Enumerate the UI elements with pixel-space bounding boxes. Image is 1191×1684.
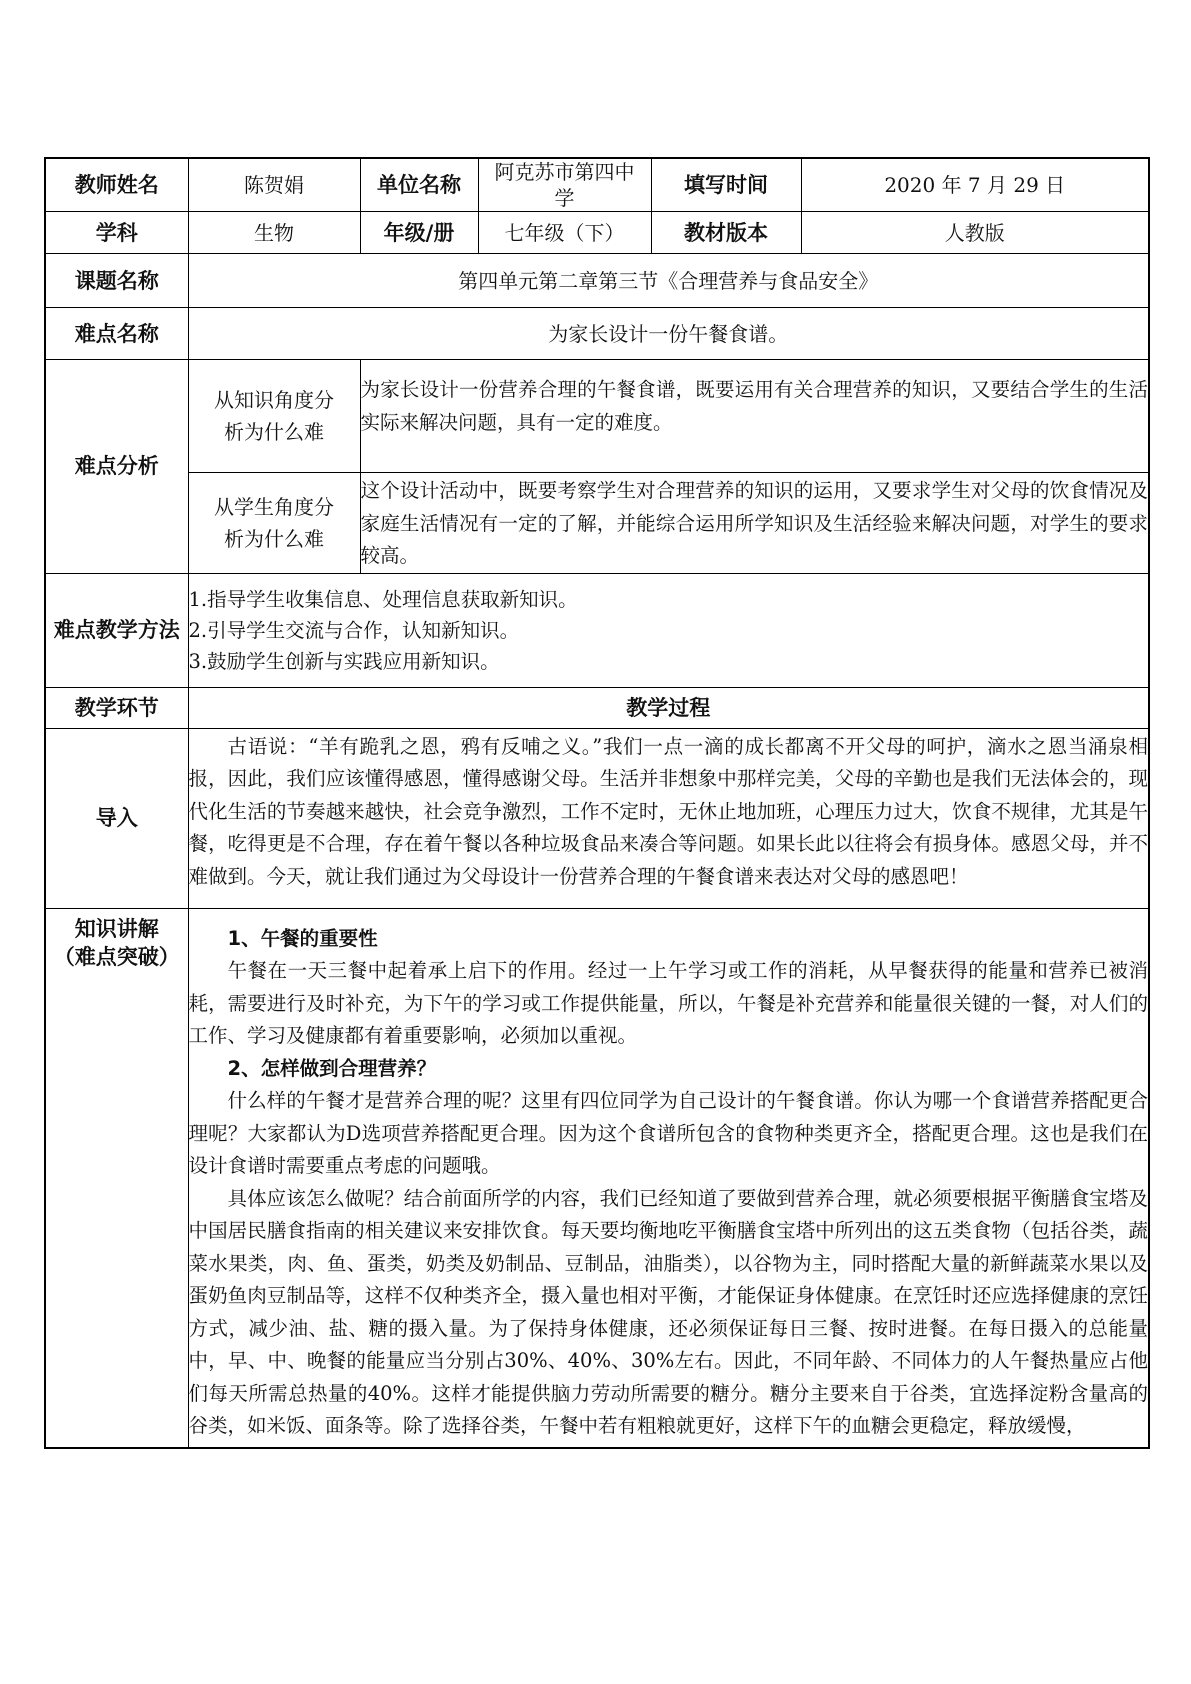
student-angle-text bbox=[360, 473, 1149, 574]
grade-label: 年级/册 bbox=[360, 212, 478, 254]
difficulty-label: 难点名称 bbox=[45, 308, 188, 360]
process-header-row bbox=[45, 687, 1149, 728]
paragraph: 午餐在一天三餐中起着承上启下的作用。经过一上午学习或工作的消耗，从早餐获得的能量和营养已被消耗，需要进行及时补充，为下午的学习或工作提供能量，所以，午餐是补充营养和能量很关键的一餐，对人们的工作、学习及健康都有着重要影响，必须加以重视。 bbox=[188, 959, 1148, 1047]
teacher-name: 陈贺娟 bbox=[188, 158, 360, 212]
unit-label: 单位名称 bbox=[360, 158, 478, 212]
knowledge-label bbox=[45, 908, 188, 1448]
intro-label: 导入 bbox=[45, 728, 188, 908]
difficulty-row bbox=[45, 308, 1149, 360]
date-label: 填写时间 bbox=[651, 158, 801, 212]
topic-row bbox=[45, 254, 1149, 308]
unit-name: 阿克苏市第四中学 bbox=[478, 158, 651, 212]
knowledge-angle-label: 从知识角度分析为什么难 bbox=[188, 360, 360, 473]
difficulty-value: 为家长设计一份午餐食谱。 bbox=[188, 308, 1149, 360]
knowledge-angle-text bbox=[360, 360, 1149, 473]
student-angle-paragraph: 这个设计活动中，既要考察学生对合理营养的知识的运用，又要求学生对父母的饮食情况及家庭生活情况有一定的了解，并能综合运用所学知识及生活经验来解决问题，对学生的要求较高。 bbox=[360, 479, 1148, 567]
teacher-label: 教师姓名 bbox=[45, 158, 188, 212]
knowledge-row bbox=[45, 908, 1149, 1448]
grade-value: 七年级（下） bbox=[478, 212, 651, 254]
intro-content bbox=[188, 728, 1149, 908]
section-heading: 2、怎样做到合理营养？ bbox=[227, 1056, 437, 1080]
methods-list bbox=[188, 573, 1149, 687]
section-heading: 1、午餐的重要性 bbox=[227, 926, 378, 950]
analysis-knowledge-row bbox=[45, 360, 1149, 473]
method-item: 2.引导学生交流与合作，认知新知识。 bbox=[188, 618, 520, 642]
subject-value: 生物 bbox=[188, 212, 360, 254]
header-row bbox=[45, 158, 1149, 212]
knowledge-label-line2: （难点突破） bbox=[53, 944, 180, 969]
methods-row bbox=[45, 573, 1149, 687]
intro-row bbox=[45, 728, 1149, 908]
date-value: 2020 年 7 月 29 日 bbox=[801, 158, 1149, 212]
edition-label: 教材版本 bbox=[651, 212, 801, 254]
stage-header: 教学环节 bbox=[45, 687, 188, 728]
knowledge-angle-paragraph: 为家长设计一份营养合理的午餐食谱，既要运用有关合理营养的知识，又要结合学生的生活实际来解决问题，具有一定的难度。 bbox=[360, 378, 1148, 434]
edition-value: 人教版 bbox=[801, 212, 1149, 254]
method-item: 1.指导学生收集信息、处理信息获取新知识。 bbox=[188, 587, 578, 611]
topic-label: 课题名称 bbox=[45, 254, 188, 308]
paragraph: 什么样的午餐才是营养合理的呢？这里有四位同学为自己设计的午餐食谱。你认为哪一个食谱营养搭配更合理呢？大家都认为D选项营养搭配更合理。因为这个食谱所包含的食物种类更齐全，搭配更合理。这也是我们在设计食谱时需要重点考虑的问题哦。 bbox=[188, 1089, 1148, 1177]
subject-label: 学科 bbox=[45, 212, 188, 254]
method-item: 3.鼓励学生创新与实践应用新知识。 bbox=[188, 649, 500, 673]
analysis-student-row bbox=[45, 473, 1149, 574]
knowledge-label-line1: 知识讲解 bbox=[74, 916, 159, 941]
knowledge-content bbox=[188, 908, 1149, 1448]
subject-row bbox=[45, 212, 1149, 254]
intro-paragraph: 古语说：“羊有跪乳之恩，鸦有反哺之义。”我们一点一滴的成长都离不开父母的呵护，滴水之恩当涌泉相报，因此，我们应该懂得感恩，懂得感谢父母。生活并非想象中那样完美，父母的辛勤也是我们无法体会的，现代化生活的节奏越来越快，社会竞争激烈，工作不定时，无休止地加班，心理压力过大，饮食不规律，尤其是午餐，吃得更是不合理，存在着午餐以各种垃圾食品来凑合等问题。如果长此以往将会有损身体。感恩父母，并不难做到。今天，就让我们通过为父母设计一份营养合理的午餐食谱来表达对父母的感恩吧！ bbox=[188, 734, 1148, 888]
paragraph: 具体应该怎么做呢？结合前面所学的内容，我们已经知道了要做到营养合理，就必须要根据平衡膳食宝塔及中国居民膳食指南的相关建议来安排饮食。每天要均衡地吃平衡膳食宝塔中所列出的这五类食物（包括谷类，蔬菜水果类，肉、鱼、蛋类，奶类及奶制品、豆制品，油脂类），以谷物为主，同时搭配大量的新鲜蔬菜水果以及蛋奶鱼肉豆制品等，这样不仅种类齐全，摄入量也相对平衡，才能保证身体健康。在烹饪时还应选择健康的烹饪方式，减少油、盐、糖的摄入量。为了保持身体健康，还必须保证每日三餐、按时进餐。在每日摄入的总能量中，早、中、晚餐的能量应当分别占30%、40%、30%左右。因此，不同年龄、不同体力的人午餐热量应占他们每天所需总热量的40%。这样才能提供脑力劳动所需要的糖分。糖分主要来自于谷类，宜选择淀粉含量高的谷类，如米饭、面条等。除了选择谷类，午餐中若有粗粮就更好，这样下午的血糖会更稳定，释放缓慢， bbox=[188, 1186, 1148, 1437]
lesson-plan-table bbox=[44, 157, 1150, 1449]
topic-value: 第四单元第二章第三节《合理营养与食品安全》 bbox=[188, 254, 1149, 308]
student-angle-label: 从学生角度分析为什么难 bbox=[188, 473, 360, 574]
methods-label: 难点教学方法 bbox=[45, 573, 188, 687]
process-header: 教学过程 bbox=[188, 687, 1149, 728]
analysis-label: 难点分析 bbox=[45, 360, 188, 574]
